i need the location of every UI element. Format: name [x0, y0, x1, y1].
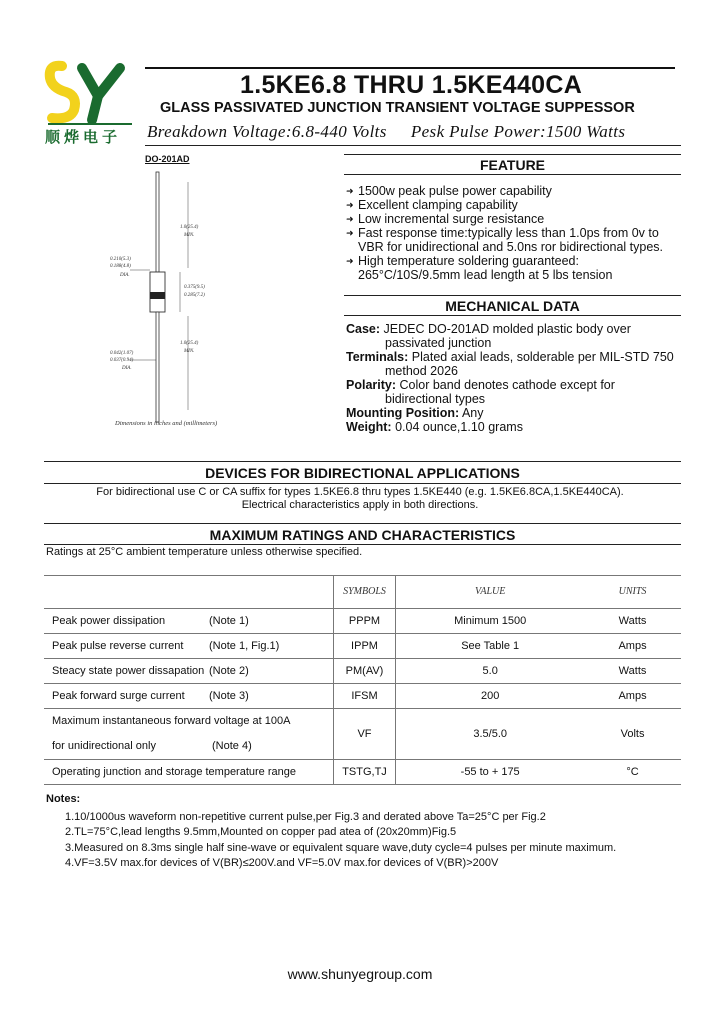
bidirectional-line-2: Electrical characteristics apply in both directions.	[241, 499, 479, 511]
ratings-table	[44, 575, 681, 785]
mech-top-rule	[344, 295, 681, 296]
company-name-chinese: 顺烨电子	[45, 128, 122, 146]
table-row: Operating junction and storage temperature range TSTG,TJ -55 to + 175 °C	[44, 760, 681, 785]
dim-lead-dia-label: DIA.	[122, 366, 132, 371]
peak-pulse-power: Pesk Pulse Power:1500 Watts	[410, 122, 626, 141]
header-rule	[145, 67, 675, 69]
notes-section	[46, 793, 617, 869]
note-1: 1.10/1000us waveform non-repetitive current pulse,per Fig.3 and derated above Ta=25°C per Fig.2	[65, 811, 546, 823]
bullet-arrow-icon: ➜	[346, 256, 354, 266]
list-item: ➜ Excellent clamping capability	[346, 198, 518, 212]
breakdown-voltage: Breakdown Voltage:6.8-440 Volts	[147, 122, 387, 141]
note-2: 2.TL=75°C,lead lengths 9.5mm,Mounted on copper pad atea of (20x20mm)Fig.5	[65, 826, 457, 838]
ratings-top-rule	[44, 523, 681, 524]
dim-lead-min-top: MIN.	[184, 233, 195, 238]
dim-lead-dia-max: 0.042(1.07)	[110, 351, 134, 356]
package-label: DO-201AD	[145, 154, 190, 164]
table-header-row	[44, 575, 681, 609]
ratings-note: Ratings at 25°C ambient temperature unless otherwise specified.	[46, 546, 363, 558]
bullet-arrow-icon: ➜	[346, 200, 354, 210]
package-outline-drawing	[100, 170, 260, 435]
table-row: Peak forward surge current (Note 3) IFSM 200 Amps	[44, 684, 681, 709]
mech-bottom-rule	[344, 315, 681, 316]
mechanical-title: MECHANICAL DATA	[445, 298, 580, 314]
dim-lead-length-top: 1.0(25.4)	[180, 225, 199, 230]
bidir-bottom-rule	[44, 483, 681, 484]
feature-bottom-rule	[344, 174, 681, 175]
table-row: Maximum instantaneous forward voltage at 100A for unidirectional only (Note 4) VF 3.5/5.0 Volts	[44, 709, 681, 760]
ratings-title: MAXIMUM RATINGS AND CHARACTERISTICS	[209, 527, 516, 543]
dim-lead-length-bottom: 1.0(25.4)	[180, 341, 199, 346]
notes-title: Notes:	[46, 793, 81, 805]
note-4: 4.VF=3.5V max.for devices of V(BR)≤200V.and VF=5.0V max.for devices of V(BR)>200V	[65, 857, 499, 869]
dim-lead-dia-min: 0.037(0.94)	[110, 358, 134, 363]
units-header: UNITS	[584, 575, 681, 609]
dim-body-len-min: 0.285(7.2)	[184, 293, 205, 298]
page-title: 1.5KE6.8 THRU 1.5KE440CA	[240, 71, 583, 99]
ratings-bottom-rule	[44, 544, 681, 545]
dim-body-dia-min: 0.188(4.8)	[110, 264, 131, 269]
list-item: ➜ Low incremental surge resistance	[346, 212, 545, 226]
note-3: 3.Measured on 8.3ms single half sine-wave or equivalent square wave,duty cycle=4 pulses per minute maximum.	[65, 842, 617, 854]
table-row: Peak pulse reverse current (Note 1, Fig.1) IPPM See Table 1 Amps	[44, 634, 681, 659]
spec-summary	[147, 122, 625, 142]
feature-top-rule	[344, 154, 681, 155]
list-item: ➜ Fast response time:typically less than 1.0ps from 0v to VBR for unidirectional and 5.0ns ror bidirectional types.	[346, 226, 664, 254]
bidir-top-rule	[44, 461, 681, 462]
value-header: VALUE	[396, 575, 584, 609]
header-bottom-rule	[145, 145, 681, 146]
footer-website[interactable]: www.shunyegroup.com	[287, 966, 433, 982]
dim-body-len-max: 0.375(9.5)	[184, 285, 205, 290]
feature-list	[346, 184, 663, 282]
table-row: Peak power dissipation (Note 1) PPPM Minimum 1500 Watts	[44, 609, 681, 634]
bullet-arrow-icon: ➜	[346, 214, 354, 224]
table-row: Steacy state power dissapation (Note 2) PM(AV) 5.0 Watts	[44, 659, 681, 684]
symbols-header: SYMBOLS	[333, 575, 396, 609]
bullet-arrow-icon: ➜	[346, 186, 354, 196]
bidirectional-line-1: For bidirectional use C or CA suffix for types 1.5KE6.8 thru types 1.5KE440 (e.g. 1.5KE6.8CA,1.5KE440CA).	[96, 486, 624, 498]
bullet-arrow-icon: ➜	[346, 228, 354, 238]
mechanical-data: Case: JEDEC DO-201AD molded plastic body over passivated junction Terminals: Plated axial leads, solderable per MIL-STD 750 method 2026 Polarity: Color band denotes cathode except for bidirectional types Mounting Position: Any Weight: 0.04 ounce,1.10 grams	[346, 322, 674, 434]
list-item: ➜ High temperature soldering guaranteed: 265°C/10S/9.5mm lead length at 5 lbs tension	[346, 254, 613, 282]
dimensions-caption: Dimensions in inches and (millimeters)	[115, 420, 218, 427]
page-subtitle: GLASS PASSIVATED JUNCTION TRANSIENT VOLTAGE SUPPESSOR	[160, 100, 635, 116]
bidirectional-title: DEVICES FOR BIDIRECTIONAL APPLICATIONS	[205, 465, 520, 481]
list-item: ➜ 1500w peak pulse power capability	[346, 184, 552, 198]
dim-lead-min-bottom: MIN.	[184, 349, 195, 354]
feature-title: FEATURE	[479, 157, 546, 173]
dim-body-dia-max: 0.210(5.3)	[110, 257, 131, 262]
dim-body-dia-label: DIA.	[120, 273, 130, 278]
